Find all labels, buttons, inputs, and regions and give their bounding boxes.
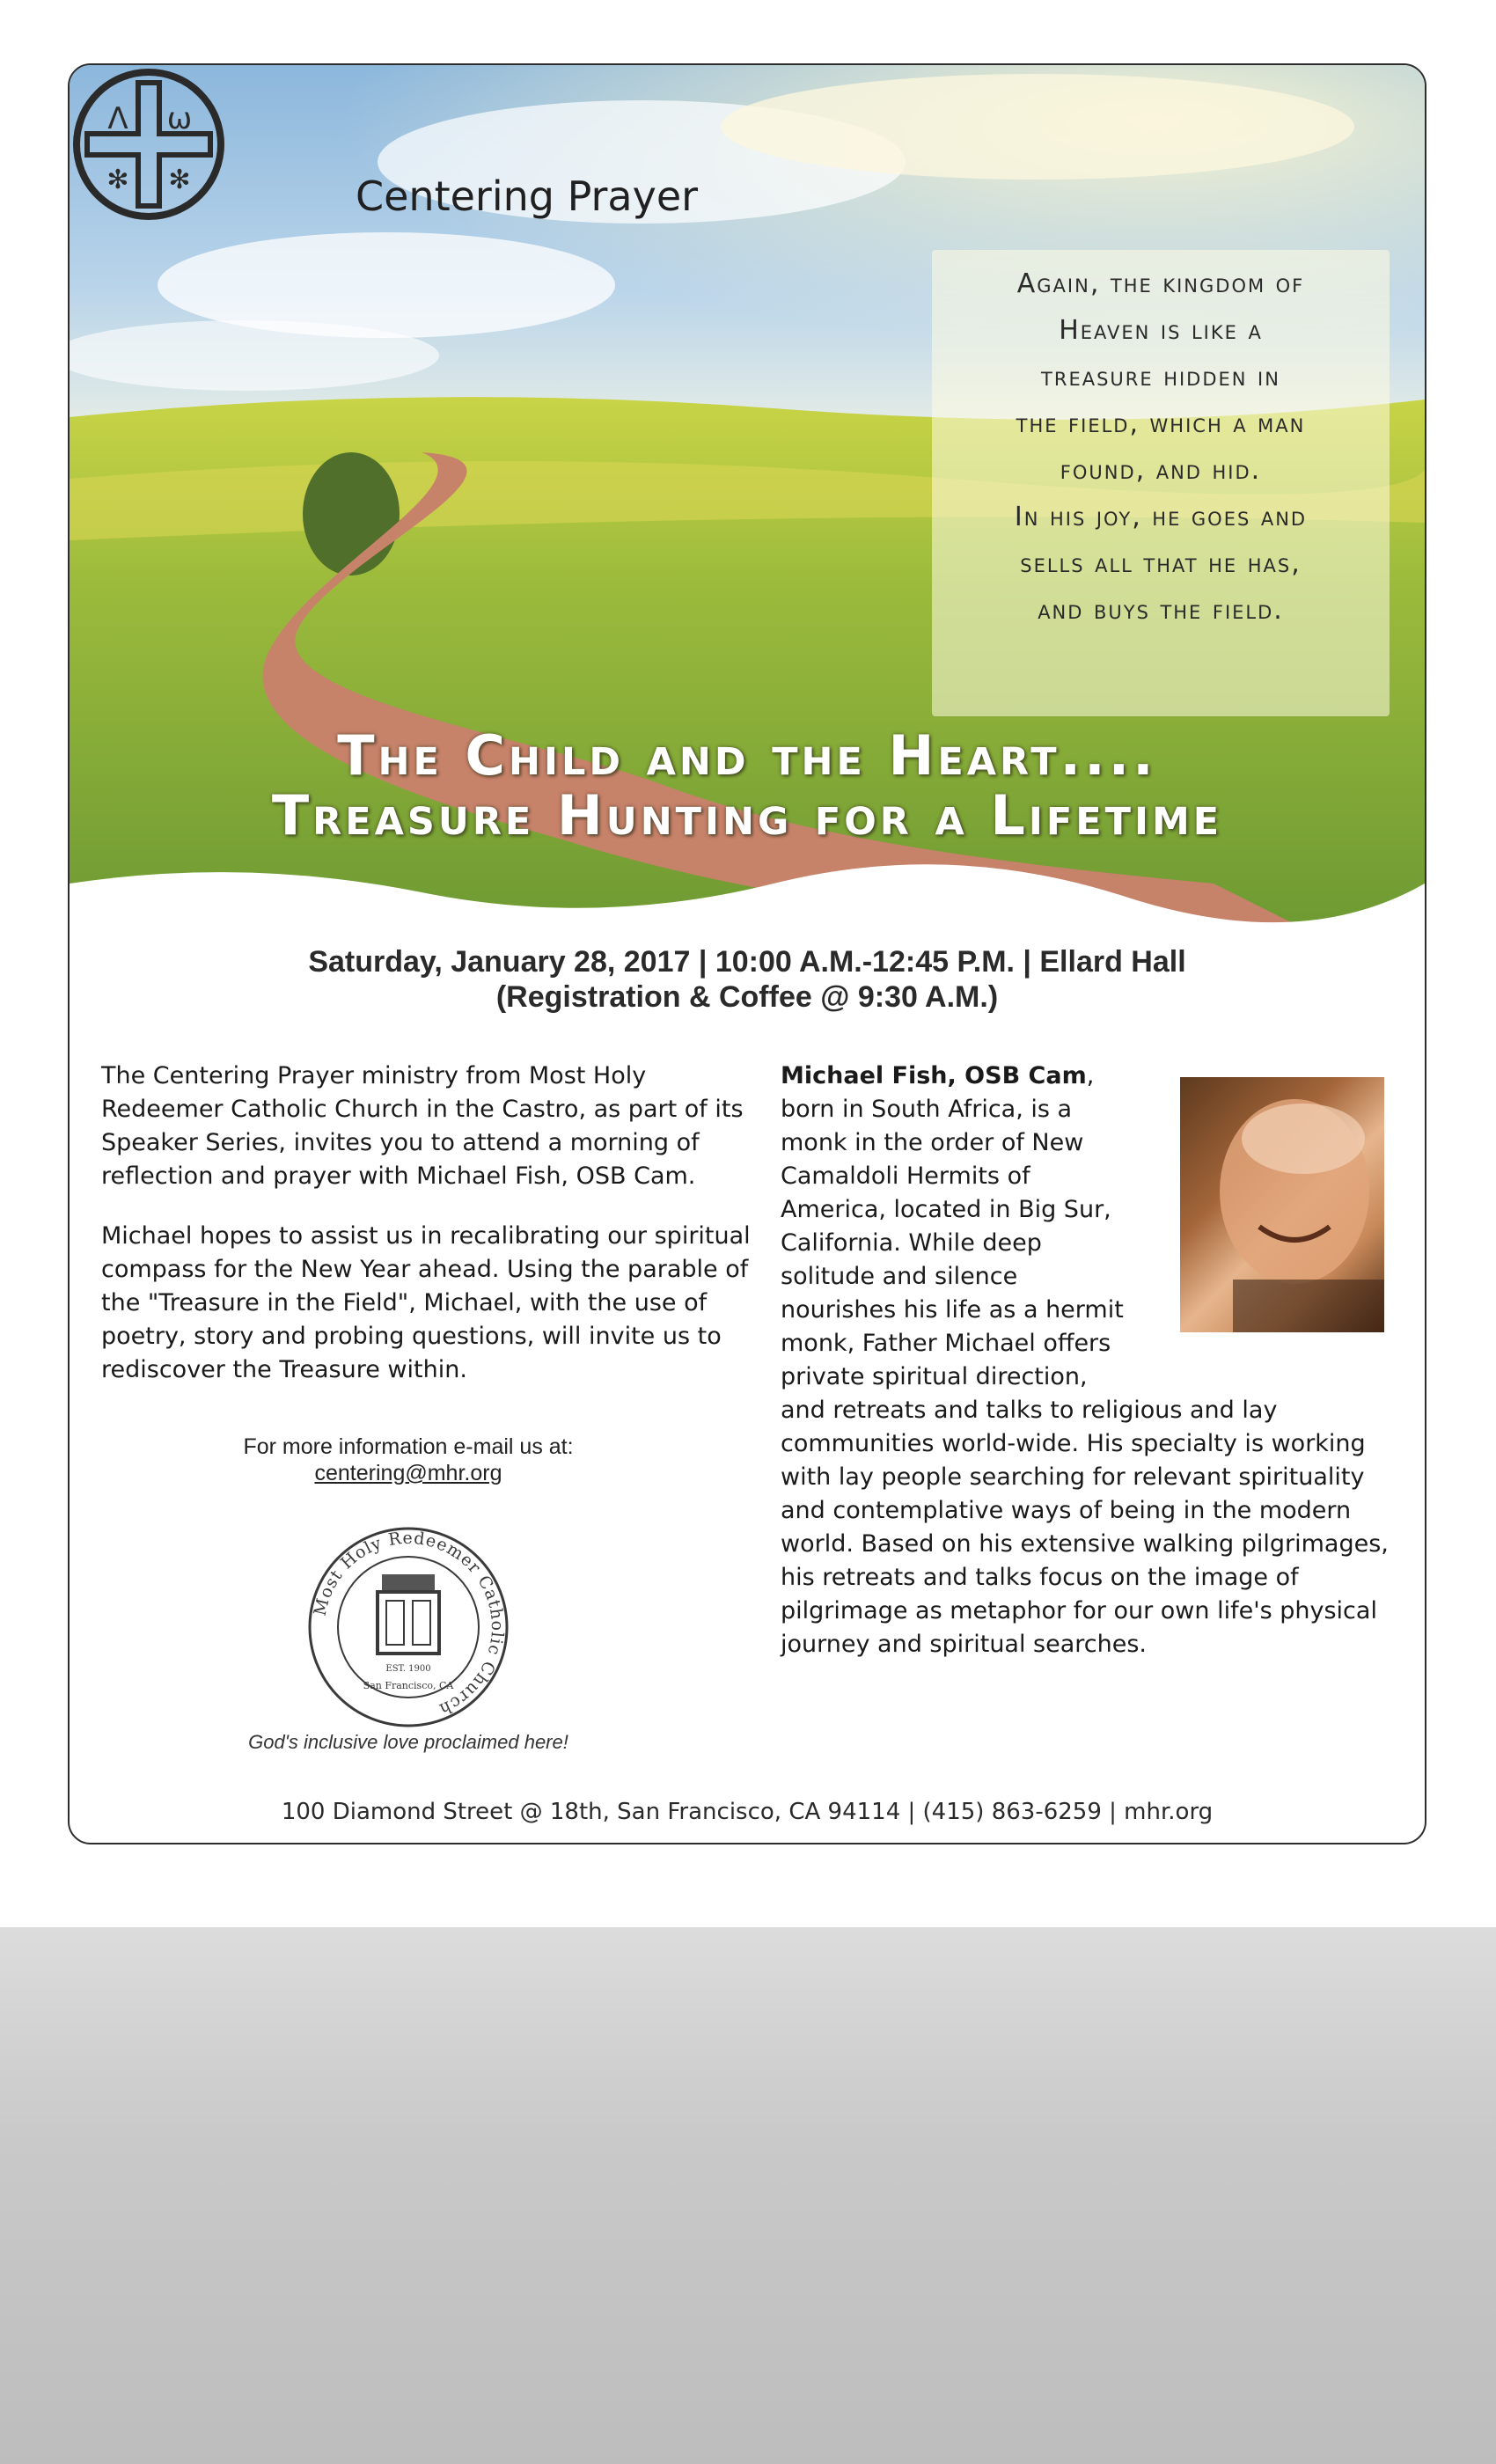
church-tagline: God's inclusive love proclaimed here!	[248, 1731, 568, 1753]
contact-label: For more information e-mail us at:	[243, 1434, 574, 1459]
svg-text:✻: ✻	[168, 165, 191, 195]
verse-line: Heaven is like a	[1059, 315, 1263, 346]
svg-text:ω: ω	[166, 101, 193, 136]
event-title-line-2: Treasure Hunting for a Lifetime	[271, 783, 1223, 847]
svg-text:Λ: Λ	[107, 101, 128, 136]
speaker-photo	[1180, 1077, 1384, 1332]
speaker-portrait	[1180, 1077, 1384, 1332]
church-address-footer: 100 Diamond Street @ 18th, San Francisco, CA 94114 | (415) 863-6259 | mhr.org	[281, 1799, 1214, 1825]
hero-landscape	[70, 65, 1425, 928]
verse-line: found, and hid.	[1060, 455, 1262, 486]
bio-wrapped-text	[781, 1060, 1133, 1394]
centering-prayer-logo	[70, 65, 228, 224]
verse-line: the field, which a man	[1016, 408, 1306, 439]
scripture-verse	[932, 260, 1390, 634]
verse-line: sells all that he has,	[1020, 548, 1302, 579]
verse-line: treasure hidden in	[1041, 362, 1280, 392]
svg-text:✻: ✻	[106, 165, 129, 195]
verse-line: Again, the kingdom of	[1016, 268, 1305, 299]
speaker-name: Michael Fish, OSB Cam	[781, 1062, 1087, 1089]
bio-text: , born in South Africa, is a monk in the order of New Camaldoli Hermits of America, located in Big Sur, California. While deep solitude and silence nourishes his life as a hermit monk, Father Michael offers private spiritual direction,	[781, 1062, 1124, 1390]
contact-info	[202, 1434, 615, 1486]
seal-ring-text: Most Holy Redeemer Catholic Church	[310, 1528, 508, 1720]
verse-line: In his joy, he goes and	[1014, 502, 1308, 532]
verse-line: and buys the field.	[1038, 595, 1284, 626]
church-seal	[303, 1522, 514, 1733]
intro-paragraph: Michael hopes to assist us in recalibrating our spiritual compass for the New Year ahead. Using the parable of the "Treasure in the Field", Michael, with the use of poetry, story and probing questions, will invite us to rediscover the Treasure within.	[101, 1222, 751, 1383]
event-title-line-1: The Child and the Heart....	[337, 723, 1157, 788]
event-registration: (Registration & Coffee @ 9:30 A.M.)	[495, 980, 999, 1014]
scan-shadow	[0, 1927, 1496, 2464]
intro-paragraph: The Centering Prayer ministry from Most Holy Redeemer Catholic Church in the Castro, as part of its Speaker Series, invites you to attend a morning of reflection and prayer with Michael Fish, OSB Cam.	[101, 1062, 744, 1190]
seal-established: EST. 1900	[385, 1664, 431, 1674]
contact-email-link[interactable]: centering@mhr.org	[314, 1461, 502, 1485]
event-datetime: Saturday, January 28, 2017 | 10:00 A.M.-12:45 P.M. | Ellard Hall	[308, 945, 1186, 979]
intro-column	[101, 1060, 770, 1413]
bio-text-continued: and retreats and talks to religious and lay communities world-wide. His specialty is working with lay people searching for relevant spirituality and contemplative ways of being in the modern world. Based on his extensive walking pilgrimages, his retreats and talks focus on the image of pilgrimage as metaphor for our own life's physical journey and spiritual searches.	[781, 1397, 1389, 1658]
brand-name: Centering Prayer	[356, 172, 699, 220]
seal-city: San Francisco, CA	[363, 1680, 454, 1691]
flyer	[68, 63, 1426, 1844]
